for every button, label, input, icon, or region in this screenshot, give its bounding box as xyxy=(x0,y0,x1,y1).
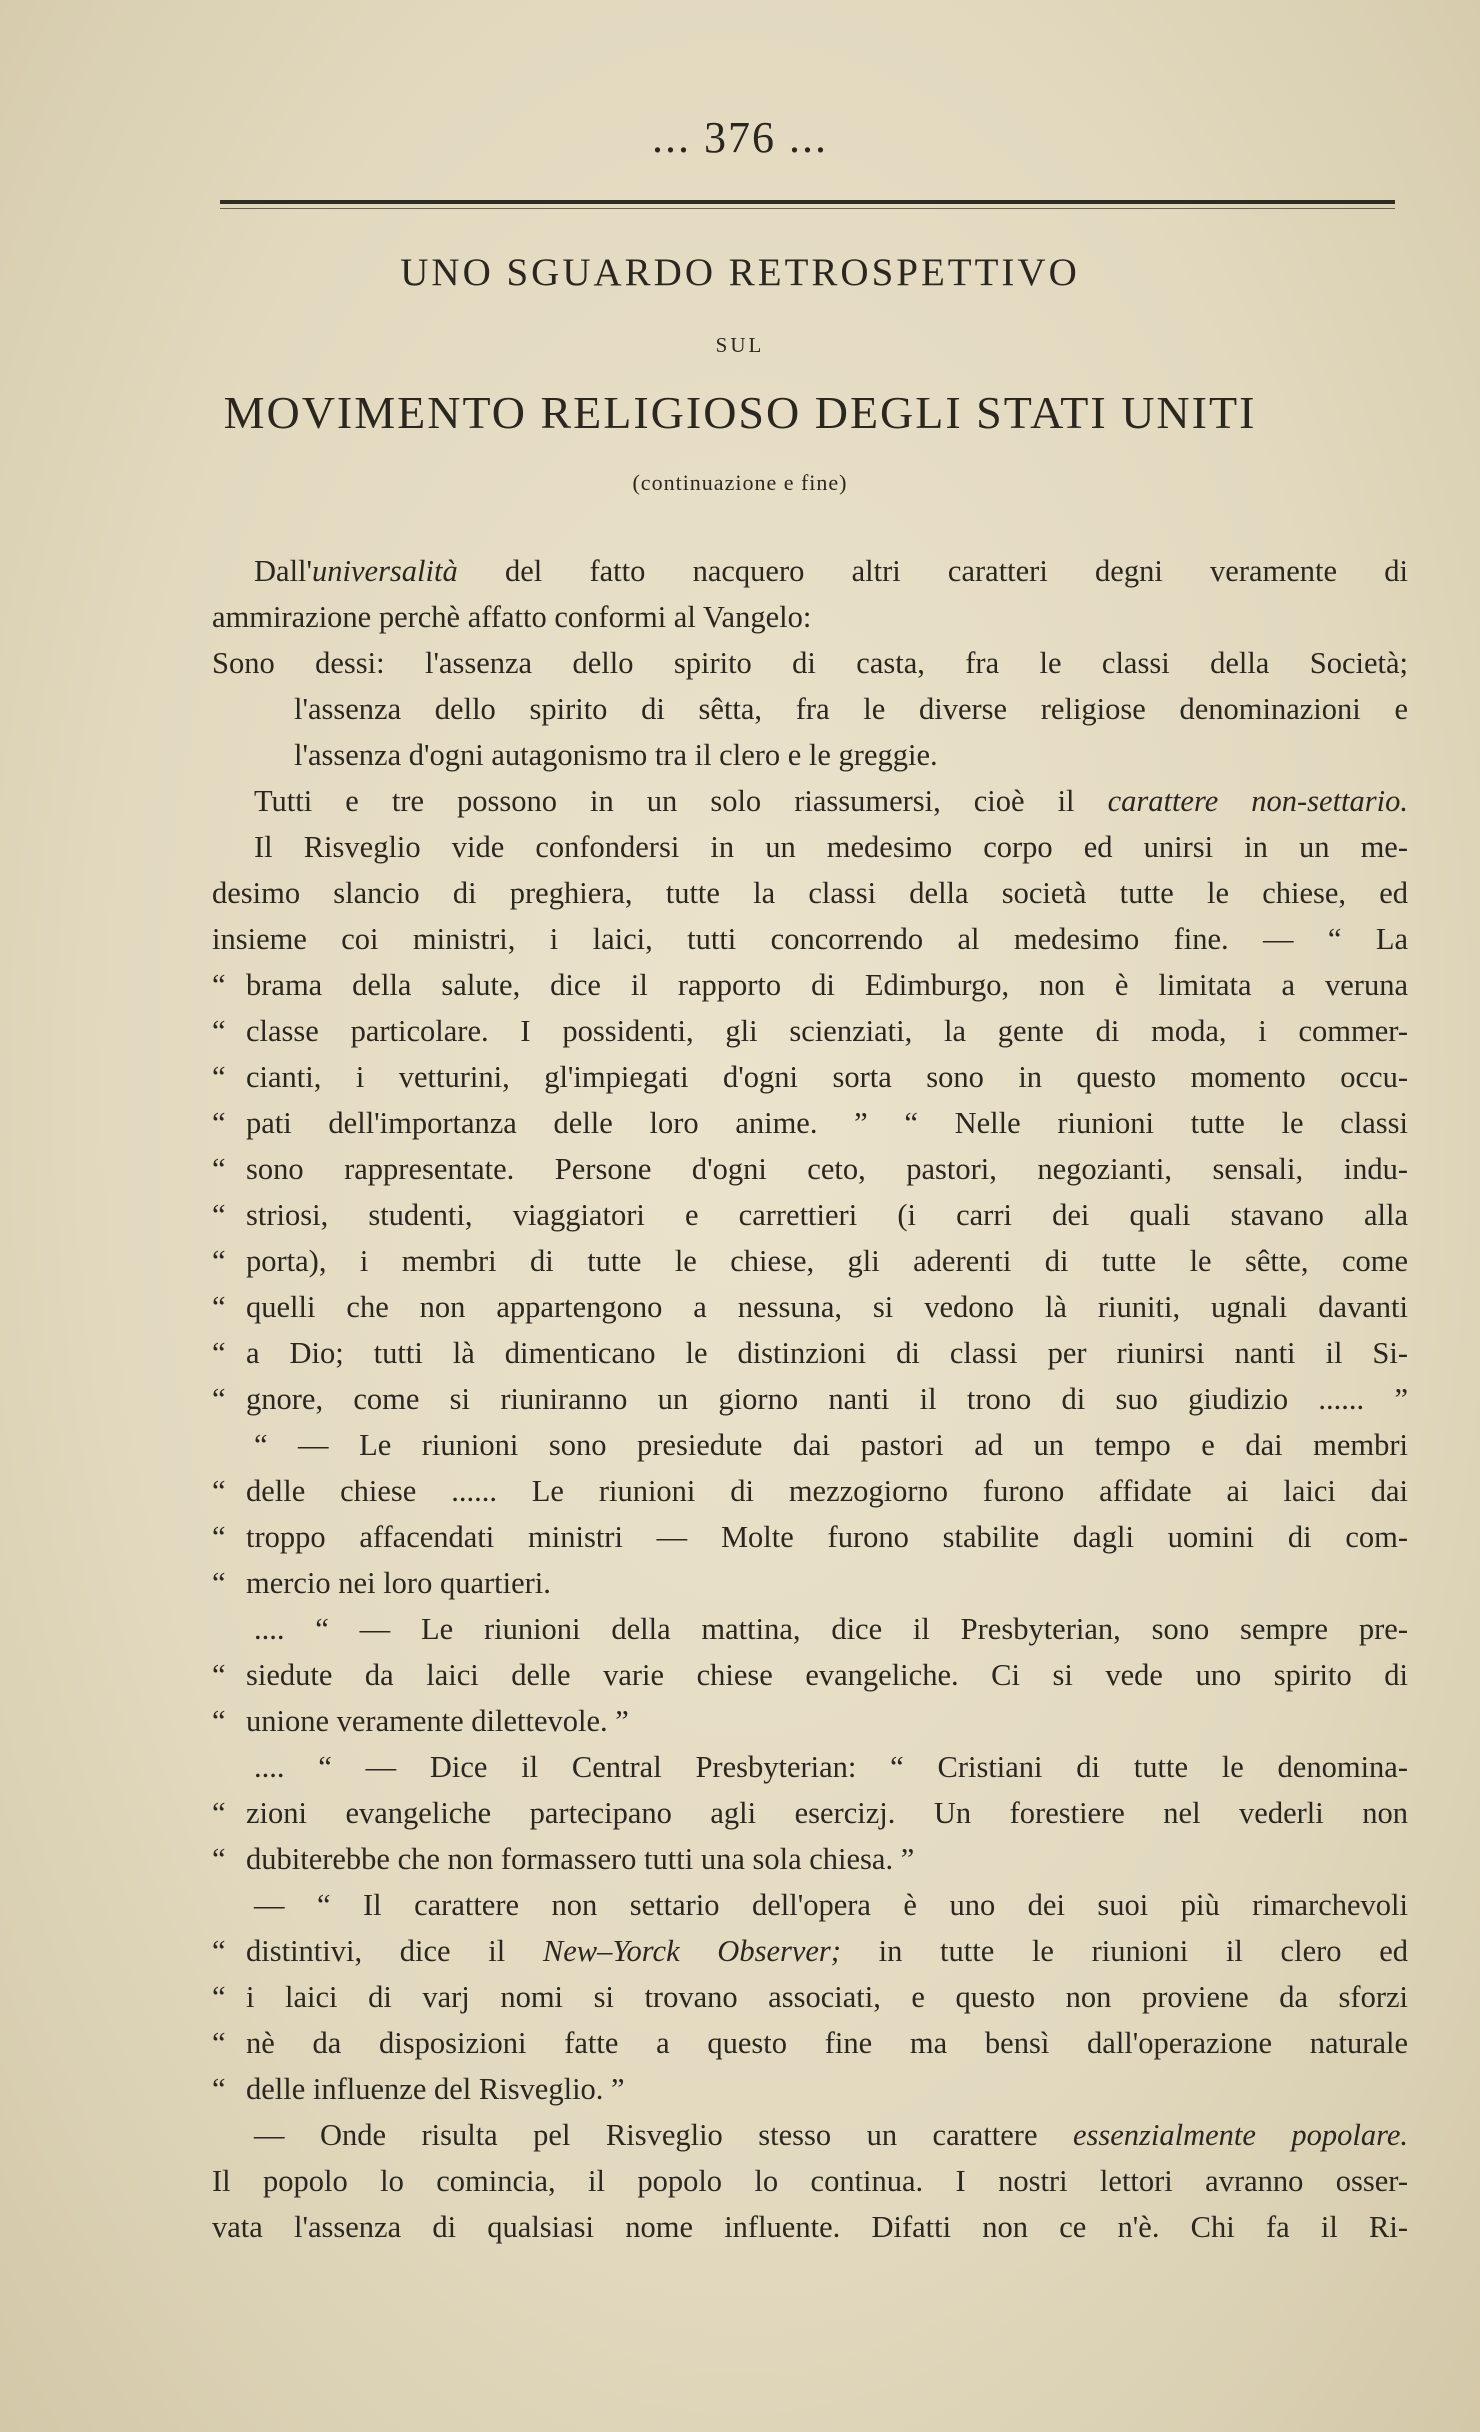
article-title-line1: UNO SGUARDO RETROSPETTIVO xyxy=(400,251,1080,294)
text-line: “ delle chiese ...... Le riunioni di mezzogiorno furono affidate ai laici dai xyxy=(212,1474,1408,1508)
text-line: “ gnore, come si riuniranno un giorno nanti il trono di suo giudizio ...... ” xyxy=(212,1382,1408,1416)
text-line: insieme coi ministri, i laici, tutti concorrendo al medesimo fine. — “ La xyxy=(212,922,1408,956)
article-title-connector: SUL xyxy=(715,333,765,357)
text-line: “ striosi, studenti, viaggiatori e carrettieri (i carri dei quali stavano alla xyxy=(212,1198,1408,1232)
text-line: vata l'assenza di qualsiasi nome influente. Difatti non ce n'è. Chi fa il Ri- xyxy=(212,2210,1408,2244)
text-line: Il Risveglio vide confondersi in un medesimo corpo ed unirsi in un me- xyxy=(254,830,1408,864)
text-line: “ porta), i membri di tutte le chiese, gli aderenti di tutte le sêtte, come xyxy=(212,1244,1408,1278)
text-line: “ dubiterebbe che non formassero tutti una sola chiesa. ” xyxy=(212,1842,915,1876)
article-title-line2: MOVIMENTO RELIGIOSO DEGLI STATI UNITI xyxy=(223,387,1257,438)
text-line: l'assenza d'ogni autagonismo tra il clero e le greggie. xyxy=(294,738,938,772)
text-line: “ distintivi, dice il New–Yorck Observer; in tutte le riunioni il clero ed xyxy=(212,1934,1408,1968)
text-line: l'assenza dello spirito di sêtta, fra le diverse religiose denominazioni e xyxy=(294,692,1408,726)
text-line: “ sono rappresentate. Persone d'ogni ceto, pastori, negozianti, sensali, indu- xyxy=(212,1152,1408,1186)
text-line: Il popolo lo comincia, il popolo lo continua. I nostri lettori avranno osser- xyxy=(212,2164,1408,2198)
article-subtitle: (continuazione e fine) xyxy=(632,470,848,495)
text-line: “ a Dio; tutti là dimenticano le distinzioni di classi per riunirsi nanti il Si- xyxy=(212,1336,1408,1370)
text-line: “ pati dell'importanza delle loro anime. ” “ Nelle riunioni tutte le classi xyxy=(212,1106,1408,1140)
body-text xyxy=(212,548,1408,2250)
text-line: — Onde risulta pel Risveglio stesso un carattere essenzialmente popolare. xyxy=(254,2118,1408,2152)
text-line: “ quelli che non appartengono a nessuna, si vedono là riuniti, ugnali davanti xyxy=(212,1290,1408,1324)
text-line: Dall'universalità del fatto nacquero altri caratteri degni veramente di xyxy=(254,554,1408,588)
text-line: “ troppo affacendati ministri — Molte furono stabilite dagli uomini di com- xyxy=(212,1520,1408,1554)
text-line: “ delle influenze del Risveglio. ” xyxy=(212,2072,625,2106)
text-line: “ — Le riunioni sono presiedute dai pastori ad un tempo e dai membri xyxy=(254,1428,1408,1462)
text-line: “ i laici di varj nomi si trovano associati, e questo non proviene da sforzi xyxy=(212,1980,1408,2014)
text-line: “ zioni evangeliche partecipano agli esercizj. Un forestiere nel vederli non xyxy=(212,1796,1408,1830)
text-line: — “ Il carattere non settario dell'opera è uno dei suoi più rimarchevoli xyxy=(254,1888,1408,1922)
text-line: “ nè da disposizioni fatte a questo fine ma bensì dall'operazione naturale xyxy=(212,2026,1408,2060)
text-line: ammirazione perchè affatto conformi al Vangelo: xyxy=(212,600,812,634)
text-line: “ brama della salute, dice il rapporto di Edimburgo, non è limitata a veruna xyxy=(212,968,1408,1002)
text-line: Tutti e tre possono in un solo riassumersi, cioè il carattere non-settario. xyxy=(254,784,1408,818)
text-line: “ siedute da laici delle varie chiese evangeliche. Ci si vede uno spirito di xyxy=(212,1658,1408,1692)
text-line: “ mercio nei loro quartieri. xyxy=(212,1566,551,1600)
text-line: Sono dessi: l'assenza dello spirito di casta, fra le classi della Società; xyxy=(212,646,1408,680)
text-line: .... “ — Le riunioni della mattina, dice il Presbyterian, sono sempre pre- xyxy=(254,1612,1408,1646)
page-number: ... 376 ... xyxy=(652,113,828,162)
header-rule xyxy=(220,200,1395,204)
text-line: desimo slancio di preghiera, tutte la classi della società tutte le chiese, ed xyxy=(212,876,1408,910)
text-line: .... “ — Dice il Central Presbyterian: “ Cristiani di tutte le denomina- xyxy=(254,1750,1408,1784)
text-line: “ cianti, i vetturini, gl'impiegati d'ogni sorta sono in questo momento occu- xyxy=(212,1060,1408,1094)
text-line: “ classe particolare. I possidenti, gli scienziati, la gente di moda, i commer- xyxy=(212,1014,1408,1048)
text-line: “ unione veramente dilettevole. ” xyxy=(212,1704,629,1738)
header-rule-thin xyxy=(220,208,1395,209)
